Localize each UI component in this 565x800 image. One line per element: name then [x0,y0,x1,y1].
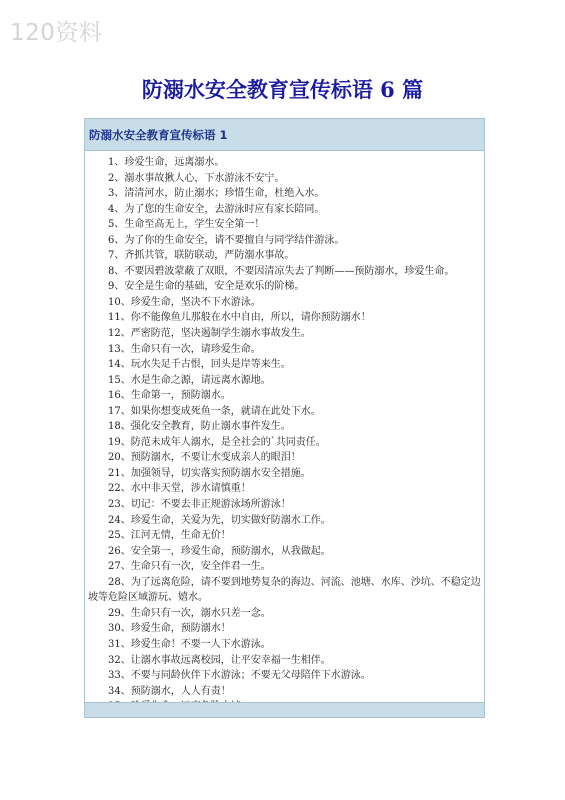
list-item: 10、珍爱生命，坚决不下水游泳。 [108,296,261,308]
list-item: 1、珍爱生命，远离溺水。 [108,157,225,168]
list-item: 24、珍爱生命，关爱为先，切实做好防溺水工作。 [108,514,331,526]
list-item: 8、不要因碧波蒙蔽了双眼，不要因清凉失去了判断——预防溺水，珍爱生命。 [108,265,455,277]
list-item: 28、为了远离危险，请不要到地势复杂的海边、河流、池塘、水库、沙坑、不稳定边坡等危险区域游玩、嬉水。 [88,576,481,604]
list-item: 19、防范未成年人溺水，是全社会的`共同责任。 [108,436,326,448]
list-item: 25、江河无情，生命无价！ [108,530,231,542]
list-item: 3、清清河水，防止溺水；珍惜生命，杜绝入水。 [108,188,325,200]
list-item: 26、安全第一，珍爱生命，预防溺水，从我做起。 [108,545,331,557]
slogan-list [85,151,484,715]
list-item: 11、你不能像鱼儿那般在水中自由，所以，请你预防溺水！ [108,312,371,324]
list-item: 32、让溺水事故远离校园，让平安幸福一生相伴。 [108,654,331,666]
list-item: 29、生命只有一次，溺水只差一念。 [108,607,271,619]
list-item: 17、如果你想变成死鱼一条，就请在此处下水。 [108,405,321,417]
list-item: 23、切记：不要去非正规游泳场所游泳！ [108,499,291,511]
list-item: 15、水是生命之源，请远离水源地。 [108,374,271,386]
panel-footer-bar [85,702,484,717]
list-item: 31、珍爱生命！不要一人下水游泳。 [108,638,271,650]
content-panel [84,118,485,718]
list-item: 22、水中非天堂，涉水请慎重！ [108,483,251,495]
section-heading: 防溺水安全教育宣传标语 1 [85,119,484,151]
list-item: 30、珍爱生命，预防溺水！ [108,623,231,635]
list-item: 33、不要与同龄伙伴下水游泳；不要无父母陪伴下水游泳。 [108,670,371,682]
list-item: 27、生命只有一次，安全伴君一生。 [108,561,271,573]
list-item: 4、为了您的生命安全，去游泳时应有家长陪同。 [108,203,325,215]
watermark: 120资料 [10,20,103,46]
list-item: 13、生命只有一次，请珍爱生命。 [108,343,261,355]
list-item: 18、强化安全教育，防止溺水事件发生。 [108,421,291,433]
list-item: 16、生命第一，预防溺水。 [108,390,231,402]
page-title: 防溺水安全教育宣传标语 6 篇 [141,77,424,102]
list-item: 6、为了你的生命安全，请不要擅自与同学结伴游泳。 [108,234,345,246]
list-item: 21、加强领导，切实落实预防溺水安全措施。 [108,467,311,479]
list-item: 9、安全是生命的基础，安全是欢乐的阶梯。 [108,281,305,293]
list-item: 12、严密防范，坚决遏制学生溺水事故发生。 [108,328,311,340]
list-item: 20、预防溺水，不要让水变成亲人的眼泪！ [108,452,301,464]
list-item: 5、生命至高无上，学生安全第一！ [108,219,265,231]
list-item: 14、玩水失足千古恨，回头是岸等来生。 [108,359,291,371]
list-item: 34、预防溺水，人人有责！ [108,685,231,697]
list-item: 2、溺水事故揪人心，下水游泳不安宁。 [108,172,285,184]
list-item: 7、齐抓共管，联防联动，严防溺水事故。 [108,250,295,262]
